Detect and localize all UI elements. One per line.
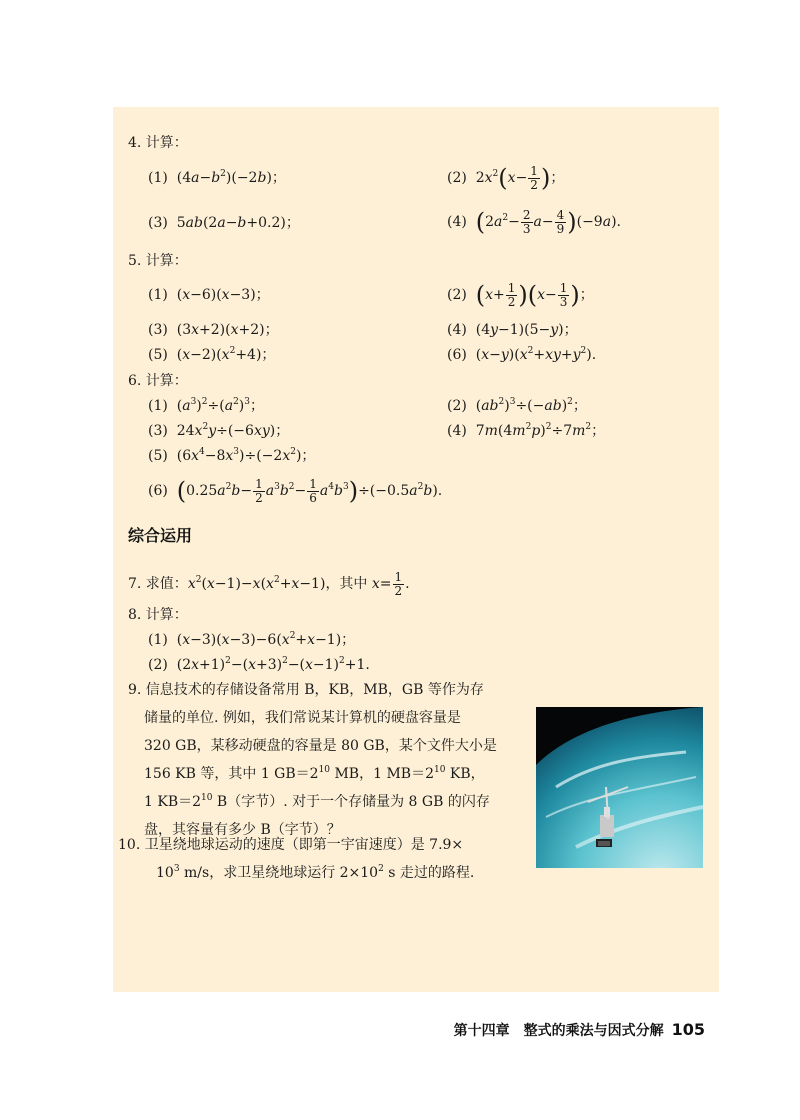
exercise-7: 7. 求值：$x^2(x-1)-x(x^2+x-1)$，其中 x= $\frac{1}{2}$ . xyxy=(128,569,410,598)
ex6-item-1: (1) $(a^3)^2\div(a^2)^3$； xyxy=(148,397,264,414)
ex6-item-2: (2) $(ab^2)^3\div(-ab)^2$； xyxy=(447,397,587,414)
section-title: 综合运用 xyxy=(128,526,193,545)
ex5-item-2: (2) (x+ $\frac{1}{2}$ )(x− $\frac{1}{3}$ )； xyxy=(447,280,594,309)
satellite-earth-photo xyxy=(536,707,703,868)
page-number: 105 xyxy=(671,1020,705,1039)
chapter-title: 第十四章 整式的乘法与因式分解 xyxy=(453,1023,664,1039)
ex9-line-4: 156 KB 等，其中 1 $GB=2^{10}$ MB，1 $MB=2^{10}$ KB， xyxy=(144,765,485,782)
ex6-item-3: (3) $24x^2y\div(-6xy)$； xyxy=(148,422,290,439)
ex10-line-1: 10. 卫星绕地球运动的速度（即第一宇宙速度）是 7.9× xyxy=(118,837,464,853)
ex6-item-5: (5) $(6x^4-8x^3)\div(-2x^2)$； xyxy=(148,447,316,464)
ex9-line-6: 盘，其容量有多少 B（字节）？ xyxy=(144,822,341,838)
exercise-9 xyxy=(128,676,497,844)
ex8-item-2: (2) $(2x+1)^2-(x+3)^2-(x-1)^2+1$. xyxy=(148,656,370,673)
ex4-item-2: (2) $2x^2(x-$ $\frac{1}{2}$ )； xyxy=(447,163,565,192)
ex4-item-3: (3) 5ab(2a−b+0.2)； xyxy=(148,215,300,231)
exercise-5-label: 5. 计算： xyxy=(128,253,188,269)
ex7-where: ，其中 xyxy=(325,576,368,592)
ex5-item-5: (5) $(x-2)(x^2+4)$； xyxy=(148,346,276,363)
ex5-item-4: (4) (4y−1)(5−y)； xyxy=(447,322,578,338)
ex10-line-2: $10^3$ m/s，求卫星绕地球运行 $2\times 10^2$ s 走过的路程. xyxy=(156,864,475,881)
ex6-item-4: (4) $7m(4m^2p)^2\div 7m^2$； xyxy=(447,422,606,439)
ex5-item-1: (1) (x−6)(x−3)； xyxy=(148,287,270,303)
ex9-line-1: 9. 信息技术的存储设备常用 B，KB，MB，GB 等作为存 xyxy=(128,682,484,698)
satellite-photo-svg xyxy=(536,707,703,868)
ex5-item-6: (6) $(x-y)(x^2+xy+y^2)$. xyxy=(447,346,597,363)
exercise-8-label: 8. 计算： xyxy=(128,607,188,623)
ex4-item-4: (4) ($2a^2-$ $\frac{2}{3}$ a− $\frac{4}{9}$ )(−9a). xyxy=(447,207,621,236)
exercise-4-label: 4. 计算： xyxy=(128,135,188,151)
exercise-6-label: 6. 计算： xyxy=(128,373,188,389)
page-footer xyxy=(454,1020,705,1040)
ex4-item-1: (1) $(4a-b^2)(-2b)$； xyxy=(148,169,286,186)
ex5-item-3: (3) (3x+2)(x+2)； xyxy=(148,322,279,338)
ex9-line-2: 储量的单位. 例如，我们常说某计算机的硬盘容量是 xyxy=(144,710,461,726)
ex9-line-3: 320 GB，某移动硬盘的容量是 80 GB，某个文件大小是 xyxy=(144,738,497,754)
exercise-10 xyxy=(118,831,474,887)
ex9-line-5: 1 $KB=2^{10}$ B（字节）. 对于一个存储量为 8 GB 的闪存 xyxy=(144,793,490,810)
ex8-item-1: (1) $(x-3)(x-3)-6(x^2+x-1)$； xyxy=(148,631,356,648)
ex7-prefix: 7. 求值： xyxy=(128,576,188,592)
ex6-item-6: (6) ($0.25a^2b-$ $\frac{1}{2}$ $a^3b^2-$ $\frac{1}{6}$ $a^4b^3)\div(-0.5a^2b)$. xyxy=(148,476,443,505)
